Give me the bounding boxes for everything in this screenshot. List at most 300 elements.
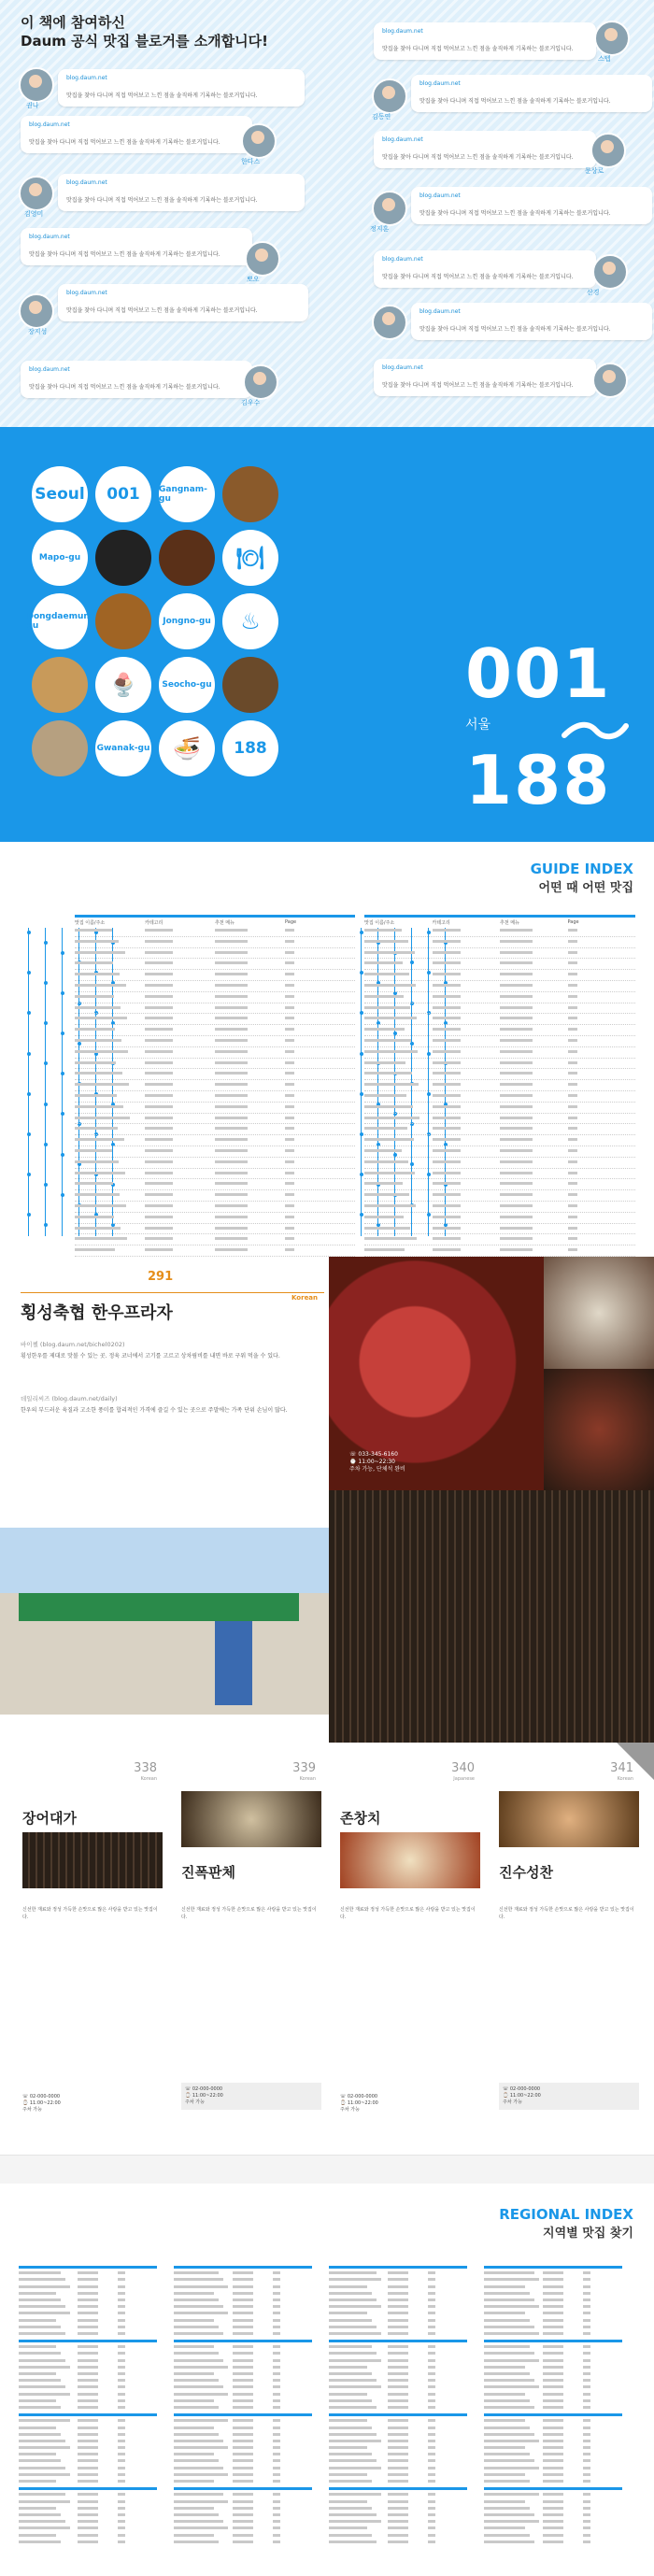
regional-row — [484, 2338, 622, 2344]
regional-row — [19, 2519, 157, 2526]
guide-table-row — [75, 948, 355, 960]
regional-title-ko: 지역별 맛집 찾기 — [543, 2227, 633, 2241]
category-dot — [360, 1052, 363, 1056]
regional-row — [174, 2485, 312, 2492]
regional-row — [329, 2384, 467, 2391]
page-footer — [0, 2155, 654, 2184]
guide-table-row — [364, 1047, 635, 1059]
food-photo — [222, 466, 278, 522]
regional-row — [484, 2298, 622, 2304]
guide-table-row — [75, 937, 355, 948]
restaurant-number: 339 — [292, 1761, 316, 1775]
regional-row — [174, 2439, 312, 2445]
regional-row — [329, 2365, 467, 2371]
blogger-name: 권나 — [26, 102, 39, 109]
guide-table-row — [364, 1124, 635, 1135]
restaurant-number: 338 — [134, 1761, 157, 1775]
regional-row — [329, 2378, 467, 2384]
restaurant-info: ☏ 033-345-6160 ⌚ 11:00~22:30 주차 가능, 단체석 완비 — [349, 1451, 405, 1473]
blogger-name: 문상로 — [585, 167, 604, 175]
guide-table-left — [75, 915, 355, 1257]
dessert-icon: 🍨 — [95, 657, 151, 713]
regional-row — [484, 2472, 622, 2479]
blogger-name: 김우수 — [241, 399, 261, 406]
restaurant-category: Korean — [291, 1294, 319, 1302]
regional-row — [19, 2445, 157, 2452]
restaurant-number: 291 — [148, 1270, 174, 1284]
regional-row — [484, 2519, 622, 2526]
regional-row — [174, 2426, 312, 2432]
blogger-name: 장지성 — [28, 328, 48, 335]
regional-row — [174, 2338, 312, 2344]
regional-row — [484, 2526, 622, 2532]
avatar — [372, 305, 407, 340]
regional-index-section — [0, 2184, 654, 2576]
bloggers-title — [21, 13, 268, 50]
blogger-name: 김영미 — [24, 210, 44, 218]
category-dot — [360, 1173, 363, 1176]
blogger-bubble: blog.daum.net 맛집을 찾아 다니며 직접 먹어보고 느낀 점을 솔직하게 기록하는 블로거입니다. — [58, 69, 305, 107]
regional-row — [329, 2540, 467, 2546]
regional-column — [174, 2264, 312, 2546]
blogger-name: 뽀오 — [247, 276, 260, 283]
restaurant-info: ☏ 02-000-0000 ⌚ 11:00~22:00 주차 가능 — [340, 2094, 378, 2113]
regional-row — [174, 2432, 312, 2439]
regional-row — [19, 2398, 157, 2405]
regional-row — [19, 2298, 157, 2304]
grid-line — [62, 928, 63, 1236]
guide-table-row — [364, 1190, 635, 1202]
guide-table-row — [75, 1014, 355, 1025]
regional-row — [19, 2458, 157, 2465]
guide-table-row — [364, 1080, 635, 1091]
guide-table-row — [364, 1234, 635, 1245]
blogger-bubble: blog.daum.net 맛집을 찾아 다니며 직접 먹어보고 느낀 점을 솔직하게 기록하는 블로거입니다. — [374, 359, 596, 396]
regional-row — [329, 2264, 467, 2270]
regional-row — [484, 2540, 622, 2546]
category-dot — [61, 1193, 64, 1197]
guide-table-row — [364, 959, 635, 970]
guide-table-row — [75, 970, 355, 981]
food-photo — [499, 1791, 639, 1847]
regional-row — [329, 2506, 467, 2512]
guide-title-ko: 어떤 때 어떤 맛집 — [538, 881, 633, 895]
restaurant-name: 횡성축협 한우프라자 — [21, 1303, 173, 1323]
category-dot — [44, 981, 48, 985]
regional-row — [174, 2351, 312, 2357]
category-dot — [360, 1132, 363, 1136]
restaurant-card — [333, 1743, 491, 2184]
regional-row — [174, 2519, 312, 2526]
regional-row — [329, 2533, 467, 2540]
regional-row — [329, 2526, 467, 2532]
guide-table-row — [75, 1059, 355, 1070]
regional-row — [329, 2512, 467, 2519]
regional-row — [484, 2270, 622, 2277]
regional-row — [484, 2284, 622, 2291]
guide-table-row — [364, 981, 635, 992]
regional-row — [174, 2458, 312, 2465]
blogger-bubble: blog.daum.net 맛집을 찾아 다니며 직접 먹어보고 느낀 점을 솔직하게 기록하는 블로거입니다. — [58, 174, 305, 211]
guide-table-row — [75, 1069, 355, 1080]
category-dot — [61, 991, 64, 995]
regional-row — [484, 2426, 622, 2432]
category-dot — [44, 1061, 48, 1065]
food-photo — [222, 657, 278, 713]
regional-row — [484, 2318, 622, 2325]
guide-table-row — [364, 1003, 635, 1015]
restaurant-card — [174, 1743, 333, 2184]
guide-table-row — [364, 1158, 635, 1169]
guide-table-row — [364, 1036, 635, 1047]
food-photo — [95, 593, 151, 649]
regional-row — [19, 2291, 157, 2298]
blogger-review: 신선한 재료와 정성 가득한 손맛으로 많은 사랑을 받고 있는 맛집이다. — [340, 1907, 476, 1920]
blogger-review: 신선한 재료와 정성 가득한 손맛으로 많은 사랑을 받고 있는 맛집이다. — [22, 1907, 158, 1920]
regional-row — [484, 2344, 622, 2351]
dining-icon: 🍽 — [222, 530, 278, 586]
regional-row — [484, 2371, 622, 2378]
regional-row — [19, 2365, 157, 2371]
regional-row — [174, 2405, 312, 2412]
regional-column — [19, 2264, 157, 2546]
guide-table-row — [364, 948, 635, 960]
food-photo — [22, 1832, 163, 1888]
category-dot — [44, 1183, 48, 1187]
regional-row — [484, 2418, 622, 2425]
regional-row — [19, 2311, 157, 2317]
regional-row — [19, 2499, 157, 2506]
avatar — [594, 21, 630, 56]
category-dot — [44, 1103, 48, 1106]
blogger-review — [21, 1341, 320, 1360]
blogger-name: 김동연 — [372, 113, 391, 121]
regional-row — [19, 2485, 157, 2492]
guide-table-row — [75, 1080, 355, 1091]
guide-table-row — [364, 1069, 635, 1080]
regional-row — [329, 2331, 467, 2338]
blogger-bubble: blog.daum.net 맛집을 찾아 다니며 직접 먹어보고 느낀 점을 솔직하게 기록하는 블로거입니다. — [374, 22, 596, 60]
restaurant-card — [491, 1743, 650, 2184]
regional-row — [174, 2398, 312, 2405]
guide-table-row — [75, 1103, 355, 1114]
category-dot — [360, 1011, 363, 1015]
regional-row — [19, 2384, 157, 2391]
pot-icon: ♨ — [222, 593, 278, 649]
guide-table-row — [364, 1179, 635, 1190]
regional-row — [484, 2311, 622, 2317]
regional-row — [174, 2378, 312, 2384]
regional-row — [484, 2439, 622, 2445]
guide-table-row — [75, 926, 355, 937]
range-end: 188 — [465, 741, 612, 819]
regional-row — [174, 2331, 312, 2338]
circle-seoul: Seoul — [32, 466, 88, 522]
category-dot — [360, 931, 363, 934]
regional-row — [19, 2492, 157, 2498]
restaurant-card — [15, 1743, 174, 2184]
avatar — [241, 123, 277, 159]
guide-table-row — [364, 1014, 635, 1025]
regional-row — [19, 2344, 157, 2351]
avatar — [19, 67, 54, 103]
regional-row — [174, 2479, 312, 2485]
guide-table-row — [75, 1234, 355, 1245]
bloggers-title-line1: 이 책에 참여하신 — [21, 14, 125, 31]
regional-column — [484, 2264, 622, 2546]
regional-row — [174, 2344, 312, 2351]
regional-row — [484, 2458, 622, 2465]
regional-row — [19, 2378, 157, 2384]
regional-row — [484, 2445, 622, 2452]
regional-row — [484, 2365, 622, 2371]
regional-row — [174, 2466, 312, 2472]
regional-row — [329, 2298, 467, 2304]
regional-row — [19, 2452, 157, 2458]
blogger-bubble: blog.daum.net 맛집을 찾아 다니며 직접 먹어보고 느낀 점을 솔직하게 기록하는 블로거입니다. — [21, 361, 252, 398]
avatar — [243, 364, 278, 400]
regional-row — [174, 2452, 312, 2458]
category-dot — [44, 1021, 48, 1025]
regional-row — [174, 2506, 312, 2512]
circle-seocho-gu: Seocho-gu — [159, 657, 215, 713]
regional-row — [329, 2472, 467, 2479]
review-text: 한우의 부드러운 육질과 고소한 풍미를 합리적인 가격에 즐길 수 있는 곳으로 주말에는 가족 단위 손님이 많다. — [21, 1407, 288, 1414]
guide-index-section — [0, 842, 654, 1257]
regional-row — [174, 2277, 312, 2284]
guide-table-right — [364, 915, 635, 1257]
regional-row — [174, 2384, 312, 2391]
food-photo — [181, 1791, 321, 1847]
blogger-name: 데일리씨즈 (blog.daum.net/daily) — [21, 1395, 118, 1402]
guide-table-row — [364, 1202, 635, 1213]
guide-table-row — [364, 1135, 635, 1146]
review-text: 횡성한우를 제대로 맛볼 수 있는 곳. 정육 코너에서 고기를 고르고 상차림비를 내면 바로 구워 먹을 수 있다. — [21, 1353, 280, 1359]
category-dot — [360, 1213, 363, 1217]
regional-row — [174, 2445, 312, 2452]
regional-row — [174, 2526, 312, 2532]
guide-table-row — [364, 1114, 635, 1125]
regional-row — [329, 2492, 467, 2498]
blogger-review: 신선한 재료와 정성 가득한 손맛으로 많은 사랑을 받고 있는 맛집이다. — [181, 1907, 317, 1920]
regional-row — [329, 2398, 467, 2405]
restaurant-info: ☏ 02-000-0000 ⌚ 11:00~22:00 주차 가능 — [499, 2083, 639, 2110]
regional-row — [174, 2412, 312, 2418]
guide-table-row — [75, 1114, 355, 1125]
regional-row — [329, 2439, 467, 2445]
guide-table-row — [75, 1135, 355, 1146]
guide-table-row — [75, 1047, 355, 1059]
guide-table-row — [75, 1224, 355, 1235]
guide-table-row — [364, 992, 635, 1003]
regional-row — [174, 2512, 312, 2519]
regional-row — [484, 2432, 622, 2439]
avatar — [245, 241, 280, 277]
category-dot — [27, 931, 31, 934]
restaurant-category: Japanese — [453, 1776, 475, 1782]
regional-row — [174, 2418, 312, 2425]
guide-table-row — [75, 1169, 355, 1180]
restaurant-category: Korean — [617, 1776, 633, 1782]
regional-row — [174, 2264, 312, 2270]
category-dot — [27, 1011, 31, 1015]
category-dot — [61, 1032, 64, 1035]
blogger-name: 바이첼 (blog.daum.net/bichel0202) — [21, 1341, 125, 1348]
guide-table-row — [75, 981, 355, 992]
guide-table-row — [75, 1146, 355, 1158]
regional-row — [329, 2479, 467, 2485]
guide-table-row — [364, 1103, 635, 1114]
blogger-name: 산경 — [587, 289, 600, 296]
guide-table-row — [364, 937, 635, 948]
divider — [21, 1292, 324, 1293]
regional-row — [484, 2304, 622, 2311]
guide-table-row — [75, 992, 355, 1003]
regional-row — [329, 2405, 467, 2412]
regional-row — [329, 2270, 467, 2277]
regional-row — [329, 2304, 467, 2311]
regional-row — [484, 2492, 622, 2498]
regional-row — [329, 2284, 467, 2291]
regional-row — [329, 2277, 467, 2284]
regional-row — [174, 2492, 312, 2498]
guide-table-row — [75, 1213, 355, 1224]
regional-row — [329, 2418, 467, 2425]
blogger-bubble: blog.daum.net 맛집을 찾아 다니며 직접 먹어보고 느낀 점을 솔직하게 기록하는 블로거입니다. — [21, 116, 252, 153]
regional-row — [484, 2291, 622, 2298]
guide-table-row — [364, 1213, 635, 1224]
blogger-name: 정지훈 — [370, 225, 390, 233]
guide-title-en: GUIDE INDEX — [530, 861, 633, 877]
regional-row — [19, 2371, 157, 2378]
guide-table-row — [75, 1003, 355, 1015]
regional-row — [329, 2458, 467, 2465]
regional-row — [484, 2506, 622, 2512]
guide-table-header: 맛집 이름/주소 카테고리 추천 메뉴 Page — [364, 915, 635, 926]
restaurant-category: Korean — [299, 1776, 316, 1782]
regional-row — [174, 2365, 312, 2371]
regional-row — [19, 2284, 157, 2291]
regional-column — [329, 2264, 467, 2546]
regional-row — [329, 2519, 467, 2526]
blogger-bubble: blog.daum.net 맛집을 찾아 다니며 직접 먹어보고 느낀 점을 솔직하게 기록하는 블로거입니다. — [58, 284, 308, 321]
guide-table-row — [75, 1245, 355, 1257]
regional-row — [19, 2432, 157, 2439]
range-start: 001 — [465, 634, 612, 713]
regional-row — [19, 2418, 157, 2425]
food-photo — [32, 657, 88, 713]
circle-188: 188 — [222, 720, 278, 776]
blogger-bubble: blog.daum.net 맛집을 찾아 다니며 직접 먹어보고 느낀 점을 솔직하게 기록하는 블로거입니다. — [374, 131, 596, 168]
regional-row — [329, 2318, 467, 2325]
guide-table-row — [364, 1091, 635, 1103]
category-dot — [27, 971, 31, 975]
bloggers-title-line2: Daum 공식 맛집 블로거를 소개합니다! — [21, 33, 268, 50]
regional-row — [19, 2318, 157, 2325]
guide-table-row — [75, 1190, 355, 1202]
category-dot — [61, 1112, 64, 1116]
regional-row — [19, 2392, 157, 2398]
regional-row — [329, 2432, 467, 2439]
regional-row — [174, 2270, 312, 2277]
guide-table-row — [364, 1025, 635, 1036]
regional-row — [19, 2466, 157, 2472]
regional-row — [329, 2445, 467, 2452]
restaurant-info: ☏ 02-000-0000 ⌚ 11:00~22:00 주차 가능 — [22, 2094, 61, 2113]
regional-row — [174, 2540, 312, 2546]
category-dot — [360, 1092, 363, 1096]
regional-row — [174, 2371, 312, 2378]
guide-table-row — [364, 1224, 635, 1235]
regional-row — [329, 2291, 467, 2298]
regional-row — [19, 2426, 157, 2432]
regional-row — [174, 2358, 312, 2365]
regional-row — [484, 2405, 622, 2412]
regional-row — [19, 2526, 157, 2532]
food-photo — [32, 720, 88, 776]
avatar — [590, 133, 626, 168]
regional-row — [329, 2466, 467, 2472]
category-dot — [44, 1143, 48, 1146]
regional-row — [484, 2412, 622, 2418]
regional-row — [484, 2351, 622, 2357]
blogger-review — [21, 1395, 320, 1415]
circle-001: 001 — [95, 466, 151, 522]
regional-row — [484, 2479, 622, 2485]
regional-row — [19, 2512, 157, 2519]
blogger-bubble: blog.daum.net 맛집을 찾아 다니며 직접 먹어보고 느낀 점을 솔직하게 기록하는 블로거입니다. — [411, 187, 652, 224]
circle-mapo-gu: Mapo-gu — [32, 530, 88, 586]
regional-row — [19, 2264, 157, 2270]
category-dot — [27, 1092, 31, 1096]
regional-row — [484, 2452, 622, 2458]
regional-title-en: REGIONAL INDEX — [499, 2206, 633, 2223]
burger-photo — [95, 530, 151, 586]
category-dot — [61, 951, 64, 955]
guide-table-row — [75, 959, 355, 970]
regional-row — [329, 2452, 467, 2458]
regional-row — [174, 2325, 312, 2331]
regional-row — [174, 2318, 312, 2325]
category-dot — [61, 1072, 64, 1075]
guide-table-row — [75, 1202, 355, 1213]
regional-row — [329, 2412, 467, 2418]
tilde-icon — [561, 719, 630, 743]
page-corner — [617, 1743, 654, 1780]
restaurant-291-section — [0, 1257, 654, 1743]
regional-row — [484, 2533, 622, 2540]
guide-table-row — [75, 1124, 355, 1135]
regional-row — [329, 2485, 467, 2492]
regional-row — [484, 2392, 622, 2398]
side-dish-photo — [544, 1257, 654, 1369]
food-photo — [340, 1832, 480, 1888]
avatar — [19, 176, 54, 211]
guide-index-title — [531, 861, 633, 895]
avatar — [592, 254, 628, 290]
blogger-bubble: blog.daum.net 맛집을 찾아 다니며 직접 먹어보고 느낀 점을 솔직하게 기록하는 블로거입니다. — [411, 303, 652, 340]
regional-row — [484, 2331, 622, 2338]
regional-row — [19, 2358, 157, 2365]
guide-table-row — [364, 926, 635, 937]
regional-row — [329, 2351, 467, 2357]
regional-row — [174, 2311, 312, 2317]
category-dot — [27, 1132, 31, 1136]
grid-line — [45, 928, 46, 1236]
regional-row — [329, 2344, 467, 2351]
regional-row — [19, 2506, 157, 2512]
restaurant-name: 장어대가 — [22, 1810, 77, 1827]
